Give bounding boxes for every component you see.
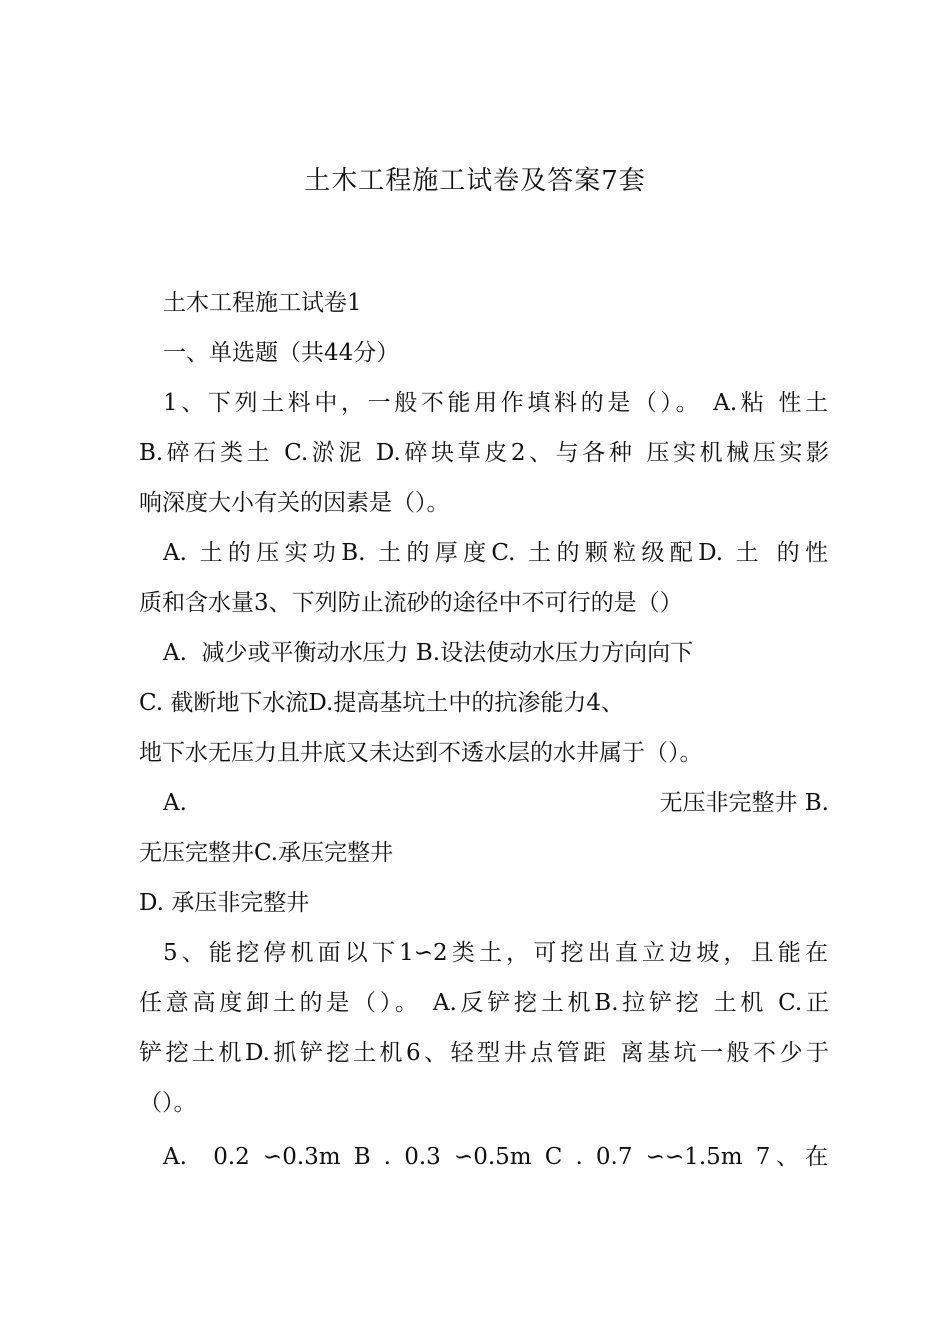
text-line: A. 土的压实功B. 土的厚度C. 土的颗粒级配D. 土 的性: [163, 540, 828, 566]
text-line: [163, 786, 829, 820]
text-line: B.碎石类土 C.淤泥 D.碎块草皮2、与各种 压实机械压实影: [139, 440, 829, 466]
text-line: 地下水无压力且井底又未达到不透水层的水井属于（）。: [139, 740, 703, 766]
text-line: 无压完整井C.承压完整井: [139, 840, 394, 866]
text-line: 任意高度卸土的是（）。 A.反铲挖土机B.拉铲挖 土机 C.正: [139, 990, 829, 1016]
text-line: A. 减少或平衡动水压力 B.设法使动水压力方向向下: [163, 640, 694, 666]
text-line: 响深度大小有关的因素是（）。: [139, 490, 450, 516]
text-line: 1、下列土料中，一般不能用作填料的是（）。 A.粘 性土: [163, 390, 828, 416]
text-line: 铲挖土机D.抓铲挖土机6、轻型井点管距 离基坑一般不少于: [139, 1040, 829, 1066]
text-line: 质和含水量3、下列防止流砂的途径中不可行的是（）: [139, 590, 683, 616]
text-segment: A.: [163, 790, 187, 816]
text-line: （）。: [139, 1090, 197, 1116]
section-heading: 一、单选题（共44分）: [163, 340, 400, 366]
document-title: 土木工程施工试卷及答案7套: [304, 166, 646, 196]
text-line: A. 0.2 ∽0.3m B . 0.3 ∽0.5m C . 0.7 ∽∽1.5m 7、在: [163, 1144, 828, 1170]
text-line: D. 承压非完整井: [139, 890, 310, 916]
text-line: 5、能挖停机面以下1∽2类土，可挖出直立边坡，且能在: [163, 940, 828, 966]
exam-heading: 土木工程施工试卷1: [163, 290, 362, 316]
text-segment: 无压非完整井 B.: [659, 790, 829, 816]
text-line: C. 截断地下水流D.提高基坑土中的抗渗能力4、: [139, 690, 624, 716]
